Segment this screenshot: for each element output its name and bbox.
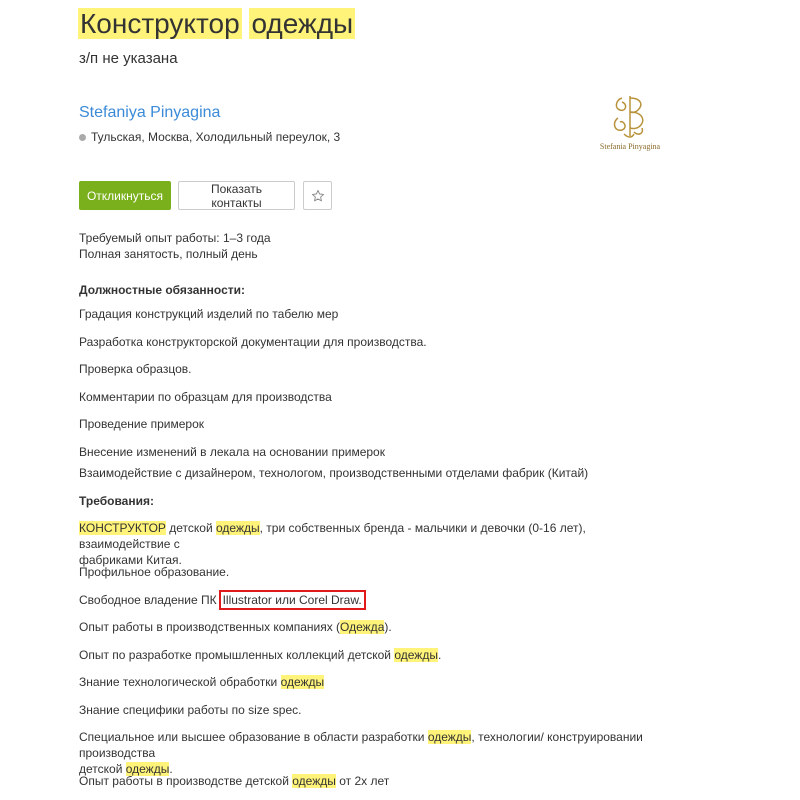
highlight: одежды (394, 648, 438, 662)
star-icon (311, 189, 325, 203)
apply-button[interactable]: Откликнуться (79, 181, 171, 210)
highlight: Одежда (340, 620, 385, 634)
show-contacts-button[interactable]: Показать контакты (178, 181, 295, 210)
text-run: от 2х лет (335, 774, 390, 788)
text-run: Опыт по разработке промышленных коллекций детской (79, 648, 395, 662)
employment-text: Полная занятость, полный день (79, 247, 258, 261)
text-run: детской (79, 762, 126, 776)
requirement-item (79, 729, 679, 777)
text-run: фабриками Китая. (79, 553, 182, 567)
vacancy-title-word1: Конструктор (80, 8, 240, 39)
text-run: , три собственных бренда - мальчики и девочки (0-16 лет), взаимодействие с (79, 521, 586, 551)
text-run: Опыт работы в производственных компаниях ( (79, 620, 341, 634)
requirement-item (79, 773, 679, 789)
highlight: одежды (216, 521, 260, 535)
highlight: одежды (292, 774, 336, 788)
vacancy-title-word2: одежды (251, 8, 354, 39)
highlight: одежды (280, 675, 325, 689)
requirement-item (79, 520, 679, 568)
salary: з/п не указана (79, 50, 178, 67)
text-run: детской (165, 521, 217, 535)
address (79, 130, 340, 144)
requirement-item (79, 592, 679, 608)
highlight: одежды (125, 762, 170, 776)
requirement-item (79, 647, 679, 663)
text-run: Опыт работы в производстве детской (79, 774, 293, 788)
favorite-button[interactable] (303, 181, 332, 210)
text-run: Знание технологической обработки (79, 675, 281, 689)
location-dot-icon (79, 134, 86, 141)
duty-item: Проведение примерок (79, 417, 205, 431)
text-run: . (169, 762, 173, 776)
requirements-heading: Требования: (79, 494, 154, 508)
requirement-item: Профильное образование. (79, 565, 230, 579)
requirement-item (79, 674, 679, 690)
duty-item: Внесение изменений в лекала на основании примерок (79, 445, 385, 459)
duty-item: Комментарии по образцам для производства (79, 390, 332, 404)
vacancy-title (78, 6, 355, 42)
duty-item: Взаимодействие с дизайнером, технологом, производственными отделами фабрик (Китай) (79, 466, 589, 480)
text-run: ). (384, 620, 392, 634)
text-run: , технологии/ конструировании производства (79, 730, 643, 760)
highlight: одежды (427, 730, 472, 744)
experience-text: Требуемый опыт работы: 1–3 года (79, 231, 271, 245)
duty-item: Проверка образцов. (79, 362, 192, 376)
text-run: . (437, 648, 442, 662)
highlight: КОНСТРУКТОР (79, 521, 166, 535)
duties-heading: Должностные обязанности: (79, 283, 245, 297)
duty-item: Разработка конструкторской документации для производства. (79, 335, 427, 349)
company-logo[interactable] (594, 92, 666, 156)
address-text: Тульская, Москва, Холодильный переулок, 3 (91, 130, 341, 144)
company-link[interactable]: Stefaniya Pinyagina (79, 104, 221, 121)
text-run: Свободное владение ПК (79, 593, 217, 607)
vacancy-meta (79, 230, 271, 262)
annotation-box: Illustrator или Corel Draw. (219, 590, 366, 610)
duty-item: Градация конструкций изделий по табелю мер (79, 307, 339, 321)
requirement-item (79, 619, 679, 635)
requirement-item: Знание специфики работы по size spec. (79, 703, 302, 717)
logo-caption: Stefania Pinyagina (599, 142, 661, 151)
text-run: Специальное или высшее образование в области разработки (79, 730, 428, 744)
